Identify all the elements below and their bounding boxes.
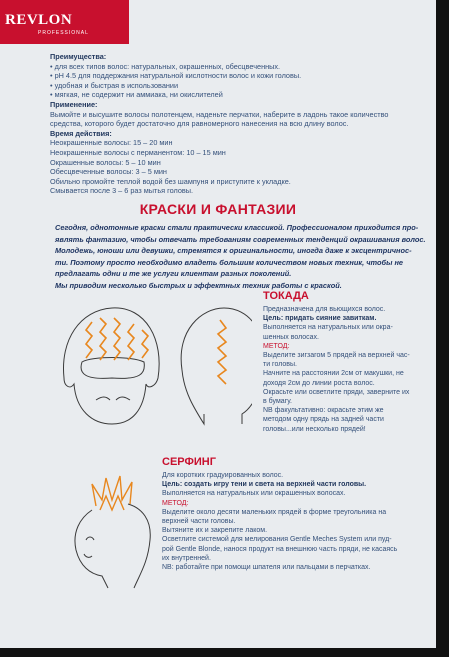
surfing-line: МЕТОД: [162, 499, 189, 507]
surfing-title: СЕРФИНГ [162, 456, 216, 468]
tokada-text [263, 305, 435, 434]
surfing-line: Выполняется на натуральных или окрашенных волосах. [162, 490, 346, 498]
time-4: Обесцвеченные волосы: 3 – 5 мин [50, 167, 167, 177]
advantages-title: Преимущества: [50, 52, 107, 61]
intro-line: ти. Поэтому просто необходимо владеть большим количеством новых техник, чтобы не [55, 257, 404, 267]
tokada-title: ТОКАДА [263, 290, 309, 302]
tokada-line: головы...или несколько прядей! [263, 425, 366, 433]
intro-line: являть фантазию, чтобы отвечать требованиям современных тенденций окрашивания волос. [55, 234, 426, 244]
application-title: Применение: [50, 99, 98, 109]
tokada-line: Цель: придать сияние завиткам. [263, 315, 377, 323]
time-3: Окрашенные волосы: 5 – 10 мин [50, 157, 161, 167]
surfing-line: верхней части головы. [162, 518, 236, 526]
intro-line: предлагать одни и те же услуги клиентам разных поколений. [55, 269, 292, 278]
time-title: Время действия: [50, 128, 112, 138]
revlon-logo [0, 0, 129, 44]
intro-line: Сегодня, однотонные краски стали практически классикой. Профессионалом приходится про- [55, 223, 419, 232]
section-heading: КРАСКИ И ФАНТАЗИИ [139, 201, 297, 217]
tokada-line: NB факультативно: окрасьте этим же [263, 407, 384, 415]
tokada-line: Выделите зигзагом 5 прядей на верхней час- [263, 352, 410, 360]
surfing-line: Вытяните их и закрепите лаком. [162, 527, 268, 535]
time-5: Обильно промойте теплой водой без шампуня и приступите к укладке. [50, 176, 291, 186]
surfing-line: Для коротких градуированных волос. [162, 472, 284, 479]
tokada-line: в бумагу. [263, 398, 292, 406]
surfing-line: NB: работайте при помощи шпателя или пальцами в перчатках. [162, 564, 371, 572]
surfing-line: их внутренней. [162, 554, 211, 562]
intro-paragraph [55, 222, 433, 291]
page-edge [436, 0, 449, 657]
brand-name: REVLON [5, 12, 73, 28]
intro-line: Молодежь, юноши или девушки, стремятся к оригинальности, иногда даже к эксцентричнос- [55, 246, 412, 255]
tokada-line: доходя 2см до линии роста волос. [263, 379, 375, 387]
time-2: Неокрашенные волосы с перманентом: 10 – 15 мин [50, 147, 226, 157]
adv-1: • для всех типов волос: натуральных, окрашенных, обесцвеченных. [50, 61, 281, 71]
adv-2: • pH 4.5 для поддержания натуральной кислотности волос и кожи головы. [50, 71, 302, 81]
adv-3: • удобная и быстрая в использовании [50, 80, 179, 90]
surfing-text [162, 471, 434, 572]
tokada-line: Выполняется на натуральных или окра- [263, 324, 393, 332]
app-1: Вымойте и высушите волосы полотенцем, наденьте перчатки, наберите в ладонь такое количество [50, 109, 389, 119]
tokada-line: Начните на расстоянии 2см от макушки, не [263, 370, 404, 378]
top-info [50, 52, 388, 196]
surfing-line: Выделите около десяти маленьких прядей в форме треугольника на [162, 508, 387, 516]
time-1: Неокрашенные волосы: 15 – 20 мин [50, 138, 173, 148]
page-bottom-edge [0, 648, 449, 657]
tokada-line: Окрасьте или осветлите пряди, заверните их [263, 388, 410, 396]
brand-sub: PROFESSIONAL [38, 30, 89, 36]
intro-line: Мы приводим несколько быстрых и эффектных техник работы с краской. [55, 280, 342, 290]
surfing-line: рой Gentle Blonde, нанося продукт на внешнюю часть пряди, не касаясь [162, 545, 398, 553]
tokada-line: ти головы. [263, 361, 297, 369]
tokada-line: шенных волосах. [263, 333, 319, 341]
tokada-line: МЕТОД: [263, 342, 290, 350]
tokada-line: Предназначена для вьющихся волос. [263, 306, 386, 313]
adv-4: • мягкая, не содержит ни аммиака, ни окислителей [50, 90, 223, 100]
surfing-line: Осветлите системой для мелирования Gentle Meches System или пуд- [162, 536, 392, 544]
time-6: Смывается после 3 – 6 раз мытья головы. [50, 186, 194, 196]
tokada-illustration [52, 300, 252, 430]
surfing-line: Цель: создать игру тени и света на верхней части головы. [162, 481, 367, 489]
tokada-line: методом одну прядь на задней части [263, 416, 384, 424]
surfing-illustration [62, 470, 172, 590]
app-2: средства, которого будет достаточно для равномерного нанесения на всю длину волос. [50, 119, 349, 129]
